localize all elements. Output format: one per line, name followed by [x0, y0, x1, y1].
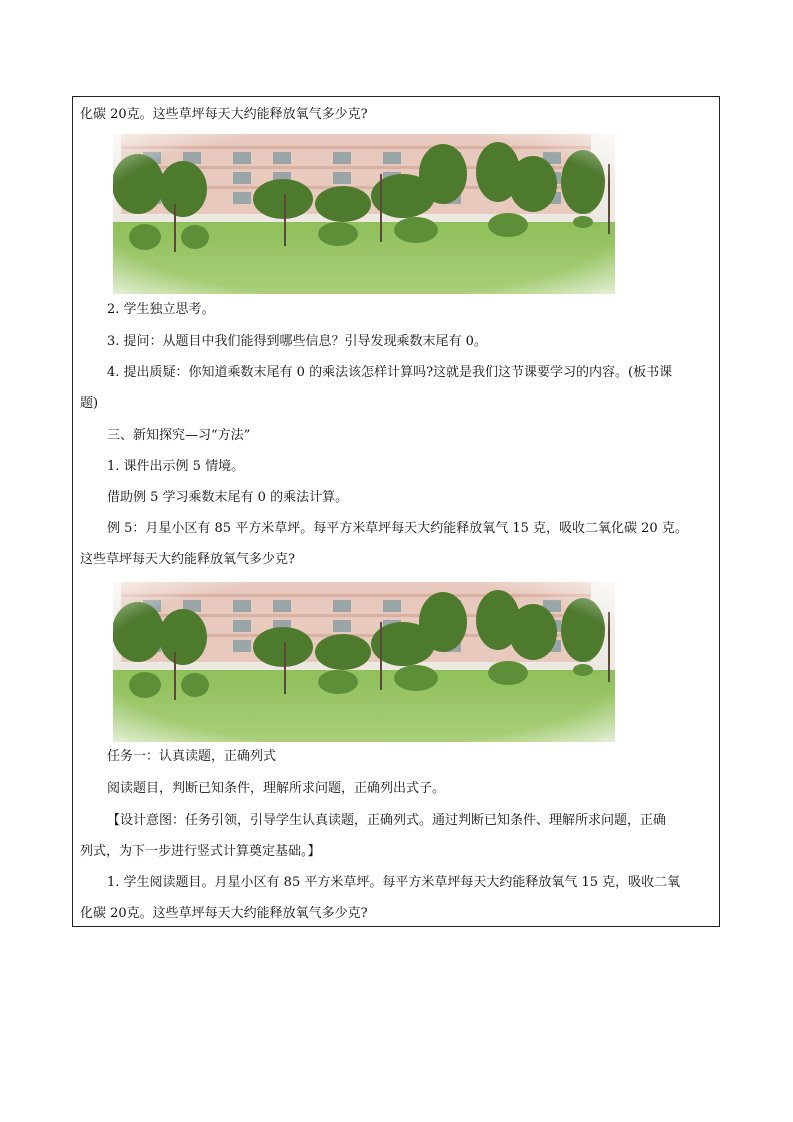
text-line: 1. 课件出示例 5 情境。 — [107, 459, 245, 474]
text-line: 4. 提出质疑：你知道乘数末尾有 0 的乘法该怎样计算吗?这就是我们这节课要学习的内容。(板书课 — [107, 365, 673, 380]
text-line: 阅读题目，判断已知条件，理解所求问题，正确列出式子。 — [107, 781, 446, 796]
lawn-photo-image — [113, 582, 615, 742]
section-heading: 三、新知探究—习“方法” — [107, 428, 251, 443]
text-line: 题) — [80, 396, 99, 411]
design-intent-text: 【设计意图：任务引领，引导学生认真读题，正确列式。通过判断已知条件、理解所求问题，正确 — [107, 813, 667, 828]
lawn-photo — [113, 582, 615, 742]
lawn-photo — [113, 134, 615, 294]
example-text: 这些草坪每天大约能释放氧气多少克? — [80, 552, 295, 567]
text-line: 1. 学生阅读题目。月星小区有 85 平方米草坪。每平方米草坪每天大约能释放氧气 15 克，吸收二氧 — [107, 875, 681, 890]
lesson-table-cell — [72, 96, 720, 927]
text-line: 化碳 20克。这些草坪每天大约能释放氧气多少克? — [80, 906, 368, 921]
text-line: 2. 学生独立思考。 — [107, 302, 215, 317]
lawn-photo-image — [113, 134, 615, 294]
example-text: 例 5：月星小区有 85 平方米草坪。每平方米草坪每天大约能释放氧气 15 克，吸收二氧化碳 20 克。 — [107, 521, 688, 536]
task-heading: 任务一：认真读题，正确列式 — [107, 749, 277, 764]
text-line: 化碳 20克。这些草坪每天大约能释放氧气多少克? — [80, 107, 368, 122]
text-line: 借助例 5 学习乘数末尾有 0 的乘法计算。 — [107, 490, 349, 505]
design-intent-text: 列式，为下一步进行竖式计算奠定基础。】 — [80, 844, 321, 859]
text-line: 3. 提问：从题目中我们能得到哪些信息？引导发现乘数末尾有 0。 — [107, 334, 487, 349]
